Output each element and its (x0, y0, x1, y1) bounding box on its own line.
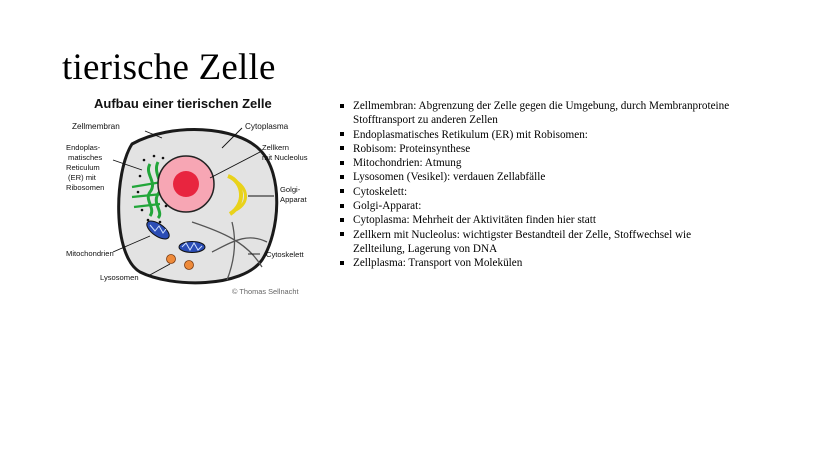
label-golgi-line1: Golgi- (280, 185, 301, 194)
bullet-list (340, 99, 760, 271)
cell-diagram-svg (62, 92, 332, 302)
list-item-text: Zellplasma: Transport von Molekülen (353, 257, 523, 270)
nucleolus (173, 171, 199, 197)
label-cytoskelett: Cytoskelett (266, 250, 304, 259)
label-er-line3: Reticulum (66, 163, 100, 172)
label-er-line4: (ER) mit (68, 173, 96, 182)
diagram-heading: Aufbau einer tierischen Zelle (94, 96, 272, 111)
lysosome (167, 255, 176, 264)
list-item-text: Lysosomen (Vesikel): verdauen Zellabfälle (353, 171, 546, 184)
list-item-text-cont: Stofftransport zu anderen Zellen (353, 114, 498, 127)
label-er-line5: Ribosomen (66, 183, 105, 192)
slide-title: tierische Zelle (62, 47, 276, 88)
list-item (340, 256, 760, 270)
label-golgi-line2: Apparat (280, 195, 307, 204)
list-item-text: Cytoskelett: (353, 185, 408, 198)
label-zellkern-line2: mit Nucleolus (262, 153, 308, 162)
label-er-line1: Endoplas- (66, 143, 101, 152)
label-lysosomen: Lysosomen (100, 273, 139, 282)
list-item (340, 228, 760, 257)
label-zellmembran: Zellmembran (72, 122, 120, 131)
list-item-text: Golgi-Apparat: (353, 200, 422, 213)
list-item-text: Mitochondrien: Atmung (353, 157, 462, 170)
list-item (340, 185, 760, 199)
list-item-text: Zellmembran: Abgrenzung der Zelle gegen die Umgebung, durch Membranproteine (353, 100, 730, 112)
copyright-text: © Thomas Sellnacht (232, 287, 299, 296)
list-item-text: Endoplasmatisches Retikulum (ER) mit Robisomen: (353, 128, 588, 141)
cell-diagram (62, 92, 332, 302)
list-item (340, 156, 760, 170)
label-mitochondrien: Mitochondrien (66, 249, 114, 258)
list-item-text-cont: Zellteilung, Lagerung von DNA (353, 242, 498, 255)
label-zellkern-line1: Zellkern (262, 143, 290, 152)
list-item (340, 213, 760, 227)
list-item (340, 170, 760, 184)
label-cytoplasma: Cytoplasma (245, 122, 289, 131)
list-item (340, 128, 760, 142)
label-er-line2: matisches (68, 153, 103, 162)
list-item (340, 142, 760, 156)
list-item-text: Robisom: Proteinsynthese (353, 142, 471, 155)
list-item (340, 199, 760, 213)
list-item-text: Zellkern mit Nucleolus: wichtigster Bestandteil der Zelle, Stoffwechsel wie (353, 228, 692, 241)
lysosome (185, 261, 194, 270)
list-item-text: Cytoplasma: Mehrheit der Aktivitäten finden hier statt (353, 214, 596, 227)
list-item (340, 99, 760, 128)
